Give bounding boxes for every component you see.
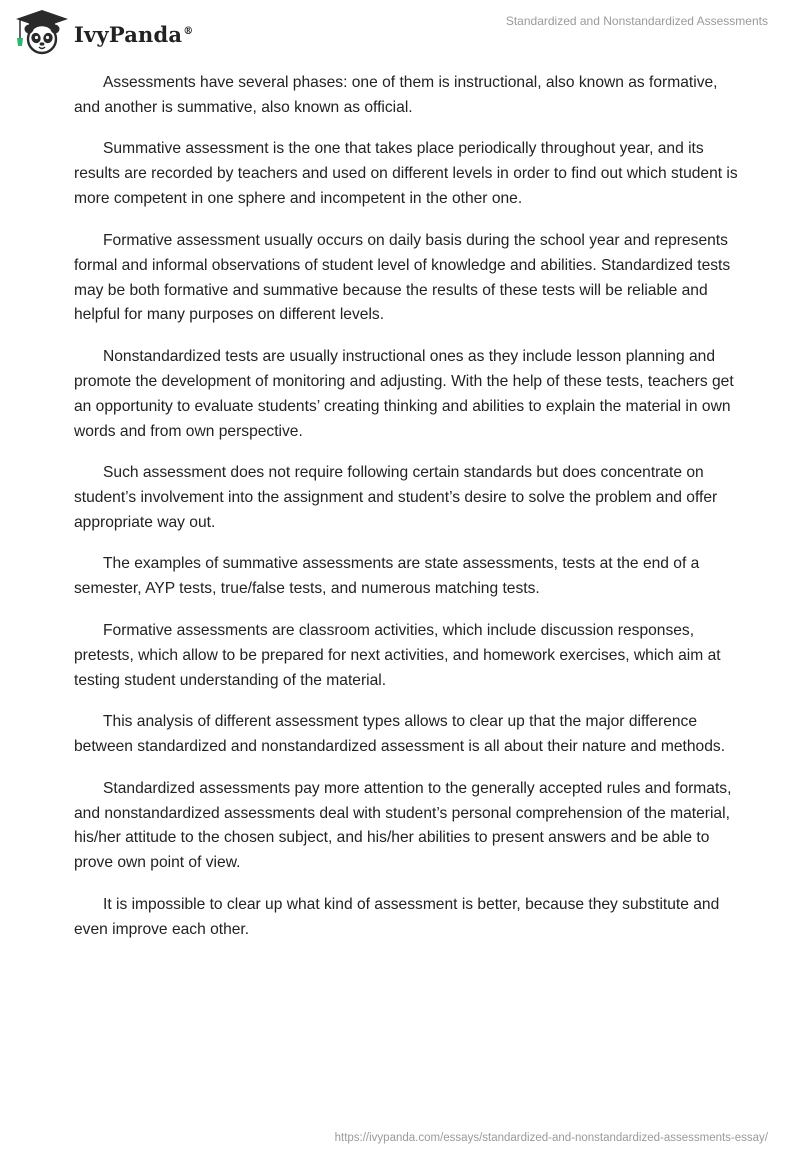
- paragraph: Nonstandardized tests are usually instructional ones as they include lesson planning and promote the development of monitoring and adjusting. With the help of these tests, teachers get an opportunity to evaluate students’ creating thinking and abilities to explain the material in own words and from own perspective.: [74, 347, 734, 440]
- paragraph: Assessments have several phases: one of them is instructional, also known as formative, and another is summative, also known as official.: [74, 74, 718, 116]
- paragraph: Summative assessment is the one that takes place periodically throughout year, and its results are recorded by teachers and used on different levels in order to find out which student is more competent in one sphere and incompetent in the other one.: [74, 140, 738, 208]
- brand-name: IvyPanda®: [74, 21, 194, 47]
- essay-body: [74, 71, 744, 959]
- paragraph: Formative assessments are classroom activities, which include discussion responses, pretests, which allow to be prepared for next activities, and homework exercises, which aim at testing student understanding of the material.: [74, 621, 721, 689]
- paragraph: Such assessment does not require following certain standards but does concentrate on student’s involvement into the assignment and student’s desire to solve the problem and offer appropriate way out.: [74, 464, 718, 531]
- paragraph: Standardized assessments pay more attention to the generally accepted rules and formats, and nonstandardized assessments deal with student’s personal comprehension of the material, his/her attitude to the chosen subject, and his/her abilities to present answers and be able to prove own point of view.: [74, 779, 732, 872]
- page-header: [0, 0, 800, 60]
- brand-logo[interactable]: [14, 8, 193, 56]
- paragraph: The examples of summative assessments are state assessments, tests at the end of a semester, AYP tests, true/false tests, and numerous matching tests.: [74, 555, 700, 598]
- paragraph: This analysis of different assessment types allows to clear up that the major difference between standardized and nonstandardized assessment is all about their nature and methods.: [74, 713, 726, 756]
- source-url-link[interactable]: https://ivypanda.com/essays/standardized-and-nonstandardized-assessments-essay/: [334, 1132, 768, 1144]
- panda-graduation-cap-icon: [14, 8, 70, 56]
- document-title: Standardized and Nonstandardized Assessments: [505, 14, 768, 28]
- registered-mark: ®: [183, 25, 194, 37]
- paragraph: Formative assessment usually occurs on daily basis during the school year and represents formal and informal observations of student level of knowledge and abilities. Standardized tests may be both formative and summative because the results of these tests will be reliable and helpful for many purposes on different levels.: [74, 231, 731, 324]
- paragraph: It is impossible to clear up what kind of assessment is better, because they substitute and even improve each other.: [74, 895, 720, 938]
